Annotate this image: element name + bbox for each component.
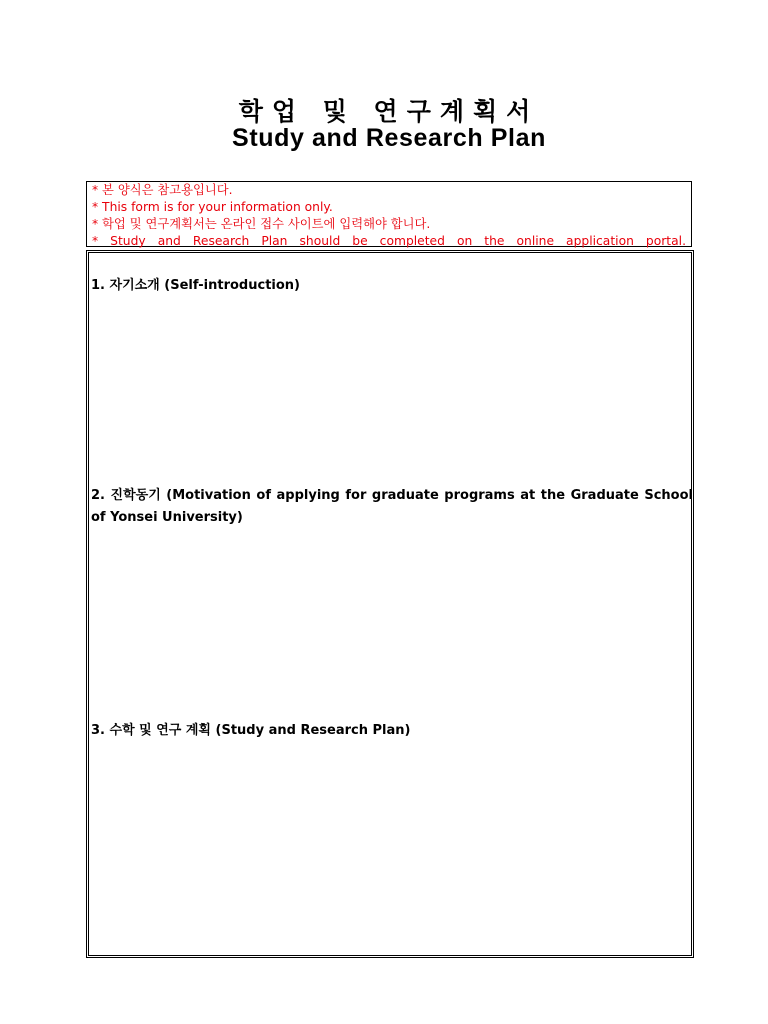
title-korean: 학업 및 연구계획서 <box>238 97 540 126</box>
section-2-answer-area[interactable] <box>91 531 693 711</box>
notice-line-2: * This form is for your information only. <box>92 200 333 214</box>
notice-box <box>86 181 692 247</box>
section-3-answer-area[interactable] <box>91 745 693 950</box>
plan-form-box <box>86 250 694 958</box>
section-1-answer-area[interactable] <box>91 299 693 479</box>
notice-line-4: * Study and Research Plan should be completed on the online application portal. <box>92 234 686 248</box>
notice-line-3: * 학업 및 연구계획서는 온라인 접수 사이트에 입력해야 합니다. <box>92 217 431 231</box>
notice-line-1: * 본 양식은 참고용입니다. <box>92 183 233 197</box>
section-3-heading: 3. 수학 및 연구 계획 (Study and Research Plan) <box>91 723 411 738</box>
section-1-heading: 1. 자기소개 (Self-introduction) <box>91 278 300 293</box>
section-2-heading: 2. 진학동기 (Motivation of applying for graduate programs at the Graduate School of Yonsei University) <box>91 488 693 525</box>
title-english: Study and Research Plan <box>232 124 546 152</box>
